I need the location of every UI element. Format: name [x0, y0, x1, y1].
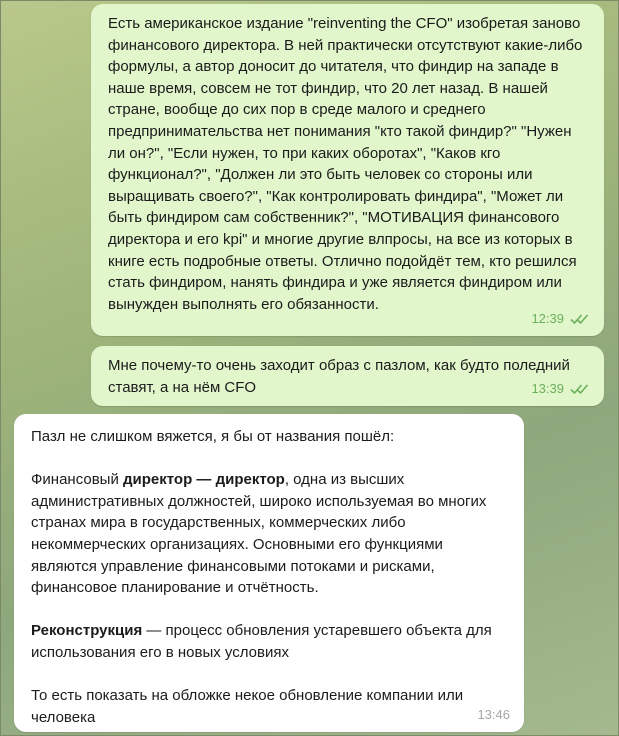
text-run: , одна из высших административных должностей, широко используемая во многих странах мира в государственных, коммерческих либо некоммерческих организациях. Основными его функциями являются управление финансовыми потоками и рисками, финансовое планирование и отчётность. — [31, 471, 487, 597]
message-bubble-outgoing[interactable] — [91, 346, 604, 406]
bold-text: директор — [215, 471, 285, 489]
message-paragraph — [31, 620, 506, 663]
text-run: — процесс обновления устаревшего объекта для использования его в новых условиях — [31, 622, 492, 661]
message-paragraph: Есть американское издание "reinventing the CFO" изобретая заново финансового директора. В ней практически отсутствуют какие-либо формулы, а автор доносит до читателя, что финдир на западе в наше время, совсем не тот финдир, что 20 лет назад. В нашей стране, вообще до сих пор в среде малого и среднего предпринимательства нет понимания "кто такой финдир?" "Нужен ли он?", "Если нужен, то при каких оборотах", "Каков кго функционал?", "Должен ли это быть человек со стороны или выращивать своего?", "Как контролировать финдира", "Может ли быть финдиром сам собственник?", "МОТИВАЦИЯ финансового директора и его kpi" и многие другие влпросы, на все из которых в книге есть подробные ответы. Отлично подойдёт тем, кто решился стать финдиром, нанять финдира и уже является финдиром или вынужден выполнять его обязанности. — [108, 15, 583, 313]
message-paragraph — [31, 469, 506, 599]
double-check-icon — [570, 313, 590, 325]
message-text — [108, 13, 586, 315]
message-bubble-outgoing[interactable] — [91, 4, 604, 336]
message-meta — [531, 308, 590, 330]
message-text — [31, 426, 506, 728]
message-paragraph: Пазл не слишком вяжется, я бы от названия пошёл: — [31, 428, 395, 445]
message-meta — [477, 704, 510, 726]
bold-text: директор — [123, 471, 193, 489]
text-run: Финансовый — [31, 471, 123, 489]
bold-text: Реконструкция — [31, 622, 143, 640]
message-paragraph: Мне почему-то очень заходит образ с пазлом, как будто поледний ставят, а на нём CFO — [108, 357, 570, 396]
double-check-icon — [570, 383, 590, 395]
bold-dash: — — [192, 471, 216, 489]
message-text — [108, 355, 586, 398]
message-time: 12:39 — [531, 311, 564, 327]
message-time: 13:46 — [477, 707, 510, 723]
message-meta — [531, 378, 590, 400]
message-time: 13:39 — [531, 381, 564, 397]
message-paragraph: То есть показать на обложке некое обновление компании или человека — [31, 687, 464, 726]
message-bubble-incoming[interactable] — [14, 414, 524, 732]
